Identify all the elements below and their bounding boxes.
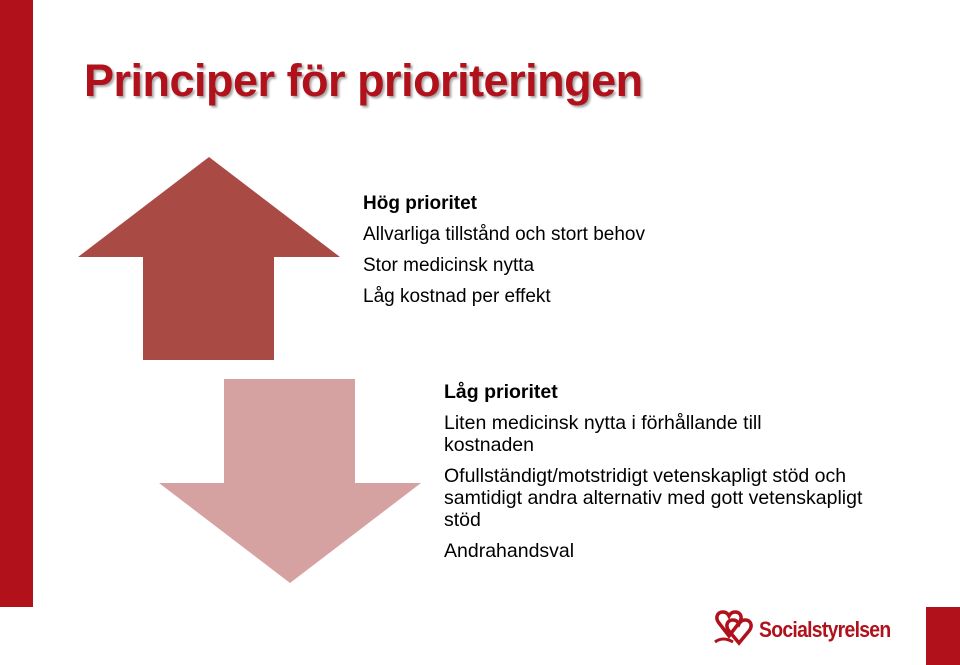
slide-title: Principer för prioriteringen — [84, 55, 643, 106]
low-priority-block — [444, 381, 884, 571]
corner-accent-block — [926, 607, 960, 665]
high-priority-heading: Hög prioritet — [363, 193, 477, 214]
socialstyrelsen-hearts-icon — [713, 606, 755, 646]
arrow-down-icon — [159, 379, 421, 583]
low-priority-heading: Låg prioritet — [444, 381, 558, 403]
high-priority-block — [363, 193, 783, 317]
low-priority-item: Ofullständigt/motstridigt vetenskapligt stöd och samtidigt andra alternativ med gott vetenskapligt stöd — [444, 465, 863, 531]
left-accent-bar — [0, 0, 33, 607]
arrow-up-icon — [78, 157, 340, 360]
high-priority-item: Allvarliga tillstånd och stort behov — [363, 224, 645, 245]
socialstyrelsen-logo — [713, 606, 908, 646]
logo-text: Socialstyrelsen — [759, 617, 891, 642]
low-priority-item: Andrahandsval — [444, 540, 575, 562]
low-priority-item: Liten medicinsk nytta i förhållande till kostnaden — [444, 412, 762, 456]
high-priority-item: Stor medicinsk nytta — [363, 255, 535, 276]
high-priority-item: Låg kostnad per effekt — [363, 286, 551, 307]
